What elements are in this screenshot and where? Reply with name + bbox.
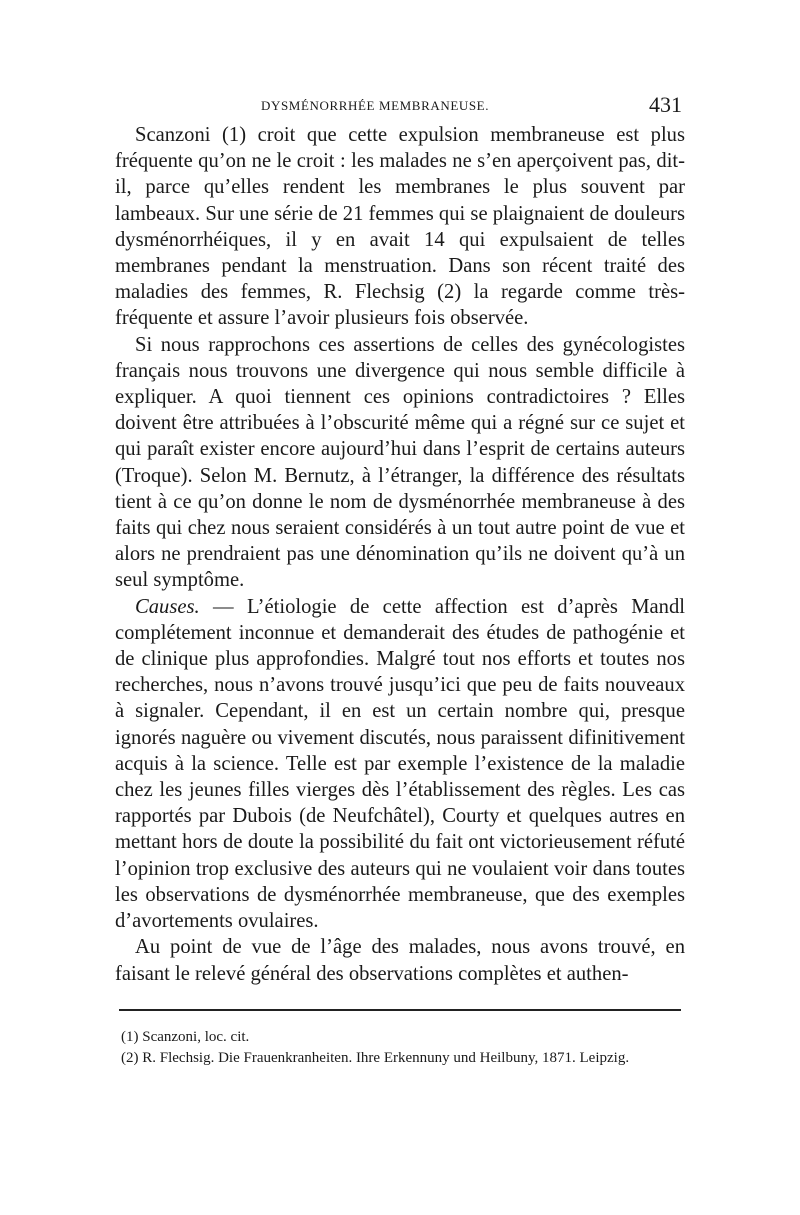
footnote-rule xyxy=(119,1009,681,1011)
running-title: DYSMÉNORRHÉE MEMBRANEUSE. xyxy=(261,98,490,113)
running-head xyxy=(115,92,685,122)
body-text xyxy=(115,122,685,987)
footnote-1: (1) Scanzoni, loc. cit. xyxy=(121,1028,250,1045)
causes-heading: Causes. xyxy=(135,595,200,618)
page-number: 431 xyxy=(649,92,682,117)
causes-text: — L’étiologie de cette affection est d’après Mandl complétement inconnue et demanderait des études de pathogénie et de clinique plus approfondies. Malgré tout nos efforts et toutes nos recherches, nous n’avons trouvé jusqu’ici que peu de faits nouveaux à signaler. Cependant, il en est un certain nombre qui, presque ignorés naguère ou vivement discutés, nous paraissent difinitivement acquis à la science. Telle est par exemple l’existence de la maladie chez les jeunes filles vierges dès l’établissement des règles. Les cas rapportés par Dubois (de Neufchâtel), Courty et quelques autres en mettant hors de doute la possibilité du fait ont victorieusement réfuté l’opinion trop exclusive des auteurs qui ne voulaient voir dans toutes les observations de dysménorrhée membraneuse, que des exemples d’avortements ovulaires. xyxy=(115,595,685,933)
paragraph-causes xyxy=(115,594,685,935)
footnotes xyxy=(115,1027,685,1069)
paragraph-scanzoni: Scanzoni (1) croit que cette expulsion membraneuse est plus fréquente qu’on ne le croit : les malades ne s’en aperçoivent pas, dit-il, parce qu’elles rendent les membranes le plus souvent par lambeaux. Sur une série de 21 femmes qui se plaignaient de douleurs dysménorrhéiques, il y en avait 14 qui expulsaient de telles membranes pendant la menstruation. Dans son récent traité des maladies des femmes, R. Flechsig (2) la regarde comme très-fréquente et assure l’avoir plusieurs fois observée. xyxy=(115,124,685,330)
book-page xyxy=(115,92,685,1069)
footnote-2: (2) R. Flechsig. Die Frauenkranheiten. Ihre Erkennuny und Heilbuny, 1871. Leipzig. xyxy=(121,1049,630,1066)
paragraph-age: Au point de vue de l’âge des malades, nous avons trouvé, en faisant le relevé général des observations complètes et authen- xyxy=(115,936,685,985)
paragraph-divergence: Si nous rapprochons ces assertions de celles des gynécologistes français nous trouvons une divergence qui nous semble difficile à expliquer. A quoi tiennent ces opinions contradictoires ? Elles doivent être attribuées à l’obscurité même qui a régné sur ce sujet et qui paraît exister encore aujourd’hui dans l’esprit de certains auteurs (Troque). Selon M. Bernutz, à l’étranger, la différence des résultats tient à ce qu’on donne le nom de dysménorrhée membraneuse à des faits qui chez nous seraient considérés à un tout autre point de vue et alors ne prendraient pas une dénomination qu’ils ne doivent qu’à un seul symptôme. xyxy=(115,333,685,592)
